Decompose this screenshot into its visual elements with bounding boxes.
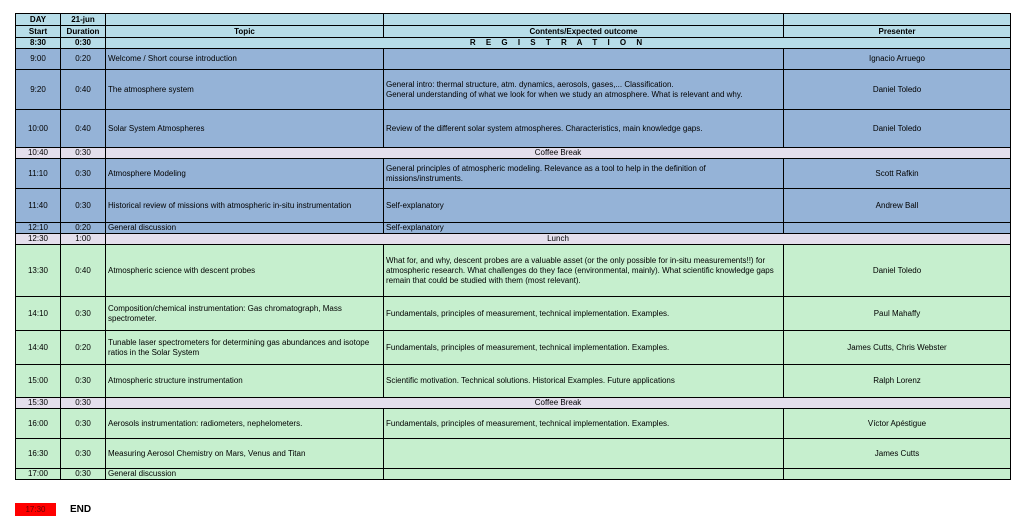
session-row [16, 70, 1011, 110]
start-time: 14:10 [16, 297, 61, 331]
day-value: 21-jun [61, 14, 106, 26]
session-row [16, 49, 1011, 70]
presenter: Andrew Ball [784, 189, 1011, 223]
start-time: 15:30 [16, 398, 61, 409]
duration: 0:30 [61, 148, 106, 159]
contents [384, 469, 784, 480]
topic: Tunable laser spectrometers for determining gas abundances and isotope ratios in the Solar System [106, 331, 384, 365]
topic: General discussion [106, 223, 384, 234]
topic: Welcome / Short course introduction [106, 49, 384, 70]
session-row [16, 439, 1011, 469]
duration: 0:30 [61, 189, 106, 223]
session-row [16, 297, 1011, 331]
presenter: Víctor Apéstigue [784, 409, 1011, 439]
contents [384, 439, 784, 469]
start-time: 11:10 [16, 159, 61, 189]
start-time: 12:10 [16, 223, 61, 234]
presenter: James Cutts, Chris Webster [784, 331, 1011, 365]
topic: Atmospheric science with descent probes [106, 245, 384, 297]
duration: 0:20 [61, 223, 106, 234]
registration-label: R E G I S T R A T I O N [106, 38, 1011, 49]
presenter: James Cutts [784, 439, 1011, 469]
session-row [16, 223, 1011, 234]
duration: 0:30 [61, 409, 106, 439]
duration: 0:20 [61, 49, 106, 70]
end-label: END [70, 504, 92, 515]
presenter-header: Presenter [784, 26, 1011, 38]
contents: Self-explanatory [384, 189, 784, 223]
day-row [16, 14, 1011, 26]
contents: What for, and why, descent probes are a valuable asset (or the only possible for in-situ measurements!!) for atmospheric research. What challenges do they face (environmental, mainly). What scientific knowledge gaps remain that could be studied with them (most relevant). [384, 245, 784, 297]
contents: General principles of atmospheric modeling. Relevance as a tool to help in the definition of missions/instruments. [384, 159, 784, 189]
day-label: DAY [16, 14, 61, 26]
start-time: 12:30 [16, 234, 61, 245]
end-row [15, 503, 91, 516]
duration: 0:30 [61, 159, 106, 189]
start-header: Start [16, 26, 61, 38]
presenter [784, 469, 1011, 480]
presenter [784, 223, 1011, 234]
contents: Fundamentals, principles of measurement, technical implementation. Examples. [384, 331, 784, 365]
session-row [16, 159, 1011, 189]
presenter: Scott Rafkin [784, 159, 1011, 189]
topic: Aerosols instrumentation: radiometers, nephelometers. [106, 409, 384, 439]
registration-row [16, 38, 1011, 49]
duration: 0:30 [61, 439, 106, 469]
start-time: 10:00 [16, 110, 61, 148]
column-header-row [16, 26, 1011, 38]
break-label: Coffee Break [106, 148, 1011, 159]
topic: The atmosphere system [106, 70, 384, 110]
presenter: Ignacio Arruego [784, 49, 1011, 70]
registration-duration: 0:30 [61, 38, 106, 49]
contents: Fundamentals, principles of measurement, technical implementation. Examples. [384, 297, 784, 331]
topic: General discussion [106, 469, 384, 480]
contents-header: Contents/Expected outcome [384, 26, 784, 38]
topic: Atmospheric structure instrumentation [106, 365, 384, 398]
start-time: 11:40 [16, 189, 61, 223]
start-time: 9:20 [16, 70, 61, 110]
presenter: Ralph Lorenz [784, 365, 1011, 398]
session-row [16, 331, 1011, 365]
registration-start: 8:30 [16, 38, 61, 49]
session-row [16, 189, 1011, 223]
session-row [16, 365, 1011, 398]
topic: Historical review of missions with atmospheric in-situ instrumentation [106, 189, 384, 223]
contents: Self-explanatory [384, 223, 784, 234]
session-row [16, 245, 1011, 297]
contents: Review of the different solar system atmospheres. Characteristics, main knowledge gaps. [384, 110, 784, 148]
break-row [16, 148, 1011, 159]
start-time: 15:00 [16, 365, 61, 398]
session-row [16, 409, 1011, 439]
topic: Solar System Atmospheres [106, 110, 384, 148]
session-row [16, 110, 1011, 148]
contents [384, 49, 784, 70]
duration: 0:20 [61, 331, 106, 365]
start-time: 9:00 [16, 49, 61, 70]
topic-header: Topic [106, 26, 384, 38]
contents: General intro: thermal structure, atm. dynamics, aerosols, gases,... Classification. General understanding of what we look for when we study an atmosphere. What is relevant and why. [384, 70, 784, 110]
start-time: 14:40 [16, 331, 61, 365]
start-time: 10:40 [16, 148, 61, 159]
presenter: Daniel Toledo [784, 110, 1011, 148]
duration-header: Duration [61, 26, 106, 38]
duration: 0:40 [61, 110, 106, 148]
break-row [16, 398, 1011, 409]
duration: 0:40 [61, 245, 106, 297]
session-row [16, 469, 1011, 480]
duration: 0:30 [61, 469, 106, 480]
start-time: 13:30 [16, 245, 61, 297]
end-time: 17:30 [15, 503, 56, 516]
start-time: 16:30 [16, 439, 61, 469]
duration: 0:40 [61, 70, 106, 110]
schedule-table [15, 13, 1011, 480]
contents: Scientific motivation. Technical solutions. Historical Examples. Future applications [384, 365, 784, 398]
contents: Fundamentals, principles of measurement, technical implementation. Examples. [384, 409, 784, 439]
break-label: Lunch [106, 234, 1011, 245]
topic: Composition/chemical instrumentation: Gas chromatograph, Mass spectrometer. [106, 297, 384, 331]
duration: 1:00 [61, 234, 106, 245]
duration: 0:30 [61, 398, 106, 409]
presenter: Daniel Toledo [784, 245, 1011, 297]
break-label: Coffee Break [106, 398, 1011, 409]
start-time: 16:00 [16, 409, 61, 439]
break-row [16, 234, 1011, 245]
topic: Measuring Aerosol Chemistry on Mars, Venus and Titan [106, 439, 384, 469]
duration: 0:30 [61, 365, 106, 398]
topic: Atmosphere Modeling [106, 159, 384, 189]
duration: 0:30 [61, 297, 106, 331]
start-time: 17:00 [16, 469, 61, 480]
presenter: Paul Mahaffy [784, 297, 1011, 331]
presenter: Daniel Toledo [784, 70, 1011, 110]
